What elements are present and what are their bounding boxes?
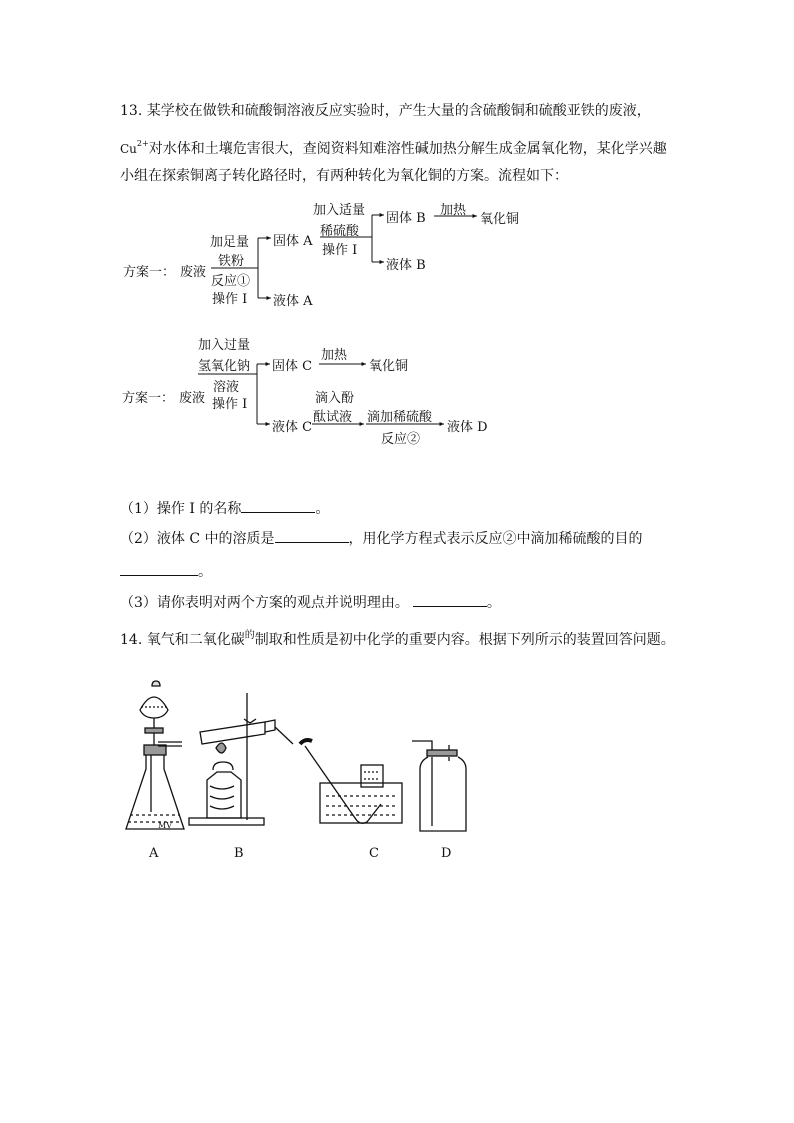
q13-intro-2: 对水体和土壤危害很大，查阅资料知难溶性碱加热分解生成金属氧化物，某化学兴趣 — [148, 141, 667, 157]
s2-reagent-top-2: 氢氧化钠 — [198, 359, 251, 374]
q14-text-b: 制取和性质是初中化学的重要内容。根据下列所示的装置回答问题。 — [254, 632, 675, 648]
q14-text-a: 氧气和二氧化碳 — [146, 632, 245, 648]
sub2-period: 。 — [198, 564, 212, 580]
s2-liquid-c: 液体 C — [272, 420, 313, 435]
s2-reagent-top-1: 加入过量 — [198, 338, 251, 353]
q14-de: 的 — [244, 630, 255, 641]
sub3-text: （3）请你表明对两个方案的观点并说明理由。 — [120, 595, 409, 611]
q13-sub-2 — [120, 530, 643, 548]
s1-product: 氧化铜 — [480, 212, 520, 227]
cu-ion-charge: 2+ — [136, 139, 149, 148]
s1-step2-bottom: 操作 I — [322, 243, 358, 258]
sub2-answer-blank-2[interactable] — [120, 563, 198, 576]
sub2-text-a: （2）液体 C 中的溶质是 — [120, 531, 275, 547]
q14-line-1 — [120, 627, 675, 649]
apparatus-a-conical-flask — [126, 681, 184, 830]
apparatus-d-gas-bottle — [412, 741, 466, 831]
s2-heat: 加热 — [321, 348, 348, 363]
q13-line-3 — [120, 167, 568, 185]
scheme-1-label: 方案一： — [123, 265, 176, 280]
s2-reagent-bottom-1: 溶液 — [213, 380, 240, 395]
s1-step2-top-2: 稀硫酸 — [320, 224, 360, 239]
q14-number: 14. — [120, 632, 143, 648]
apparatus-b-heating-setup — [189, 693, 293, 825]
cu-ion-base: Cu — [120, 142, 137, 156]
s1-solid-b: 固体 B — [386, 211, 426, 226]
sub2-answer-blank-1[interactable] — [275, 530, 349, 543]
q13-number: 13. — [120, 103, 143, 119]
label-d: D — [441, 846, 452, 861]
s2-step2-top-2: 酞试液 — [313, 410, 353, 425]
s2-solid-c: 固体 C — [272, 359, 313, 374]
s2-liquid-d: 液体 D — [447, 420, 488, 435]
s1-solid-a: 固体 A — [273, 234, 313, 249]
s1-heat: 加热 — [440, 203, 467, 218]
q13-line-1 — [120, 102, 651, 120]
s1-step2-top-1: 加入适量 — [313, 203, 366, 218]
sub3-period: 。 — [486, 595, 501, 611]
label-b: B — [234, 846, 244, 861]
s1-reagent-bottom-2: 操作 I — [212, 292, 248, 307]
apparatus-c-water-trough — [300, 740, 402, 823]
q13-intro-1: 某学校在做铁和硫酸铜溶液反应实验时，产生大量的含硫酸铜和硫酸亚铁的废液， — [146, 103, 651, 119]
q13-intro-3: 小组在探索铜离子转化路径时，有两种转化为氧化铜的方案。流程如下： — [120, 168, 568, 184]
s2-step2-top-1: 滴入酚 — [315, 391, 355, 406]
label-a: A — [149, 846, 159, 861]
q13-sub-3 — [120, 594, 501, 612]
sub3-answer-blank[interactable] — [413, 594, 487, 607]
s1-reagent-top-1: 加足量 — [210, 235, 250, 250]
sub1-answer-blank[interactable] — [241, 500, 315, 513]
svg-text:MV: MV — [158, 821, 172, 830]
s1-start: 废液 — [180, 265, 207, 280]
s1-liquid-a: 液体 A — [273, 294, 313, 309]
sub1-period: 。 — [315, 501, 330, 517]
label-c: C — [369, 846, 379, 861]
s2-start: 废液 — [179, 391, 206, 406]
s2-reagent-bottom-2: 操作 I — [212, 397, 248, 412]
s2-step3-top: 滴加稀硫酸 — [367, 410, 433, 425]
scheme-2-label: 方案一： — [122, 391, 175, 406]
sub1-text: （1）操作 I 的名称 — [120, 501, 242, 517]
q13-sub-1 — [120, 500, 329, 518]
s1-liquid-b: 液体 B — [386, 258, 426, 273]
s2-step3-bottom: 反应② — [381, 432, 421, 447]
q13-line-2 — [120, 135, 667, 158]
s2-product: 氧化铜 — [369, 359, 409, 374]
s1-reagent-top-2: 铁粉 — [218, 254, 245, 269]
sub2-text-b: ，用化学方程式表示反应②中滴加稀硫酸的目的 — [348, 531, 643, 547]
s1-reagent-bottom-1: 反应① — [211, 274, 251, 289]
q13-sub-2-cont — [120, 563, 212, 581]
